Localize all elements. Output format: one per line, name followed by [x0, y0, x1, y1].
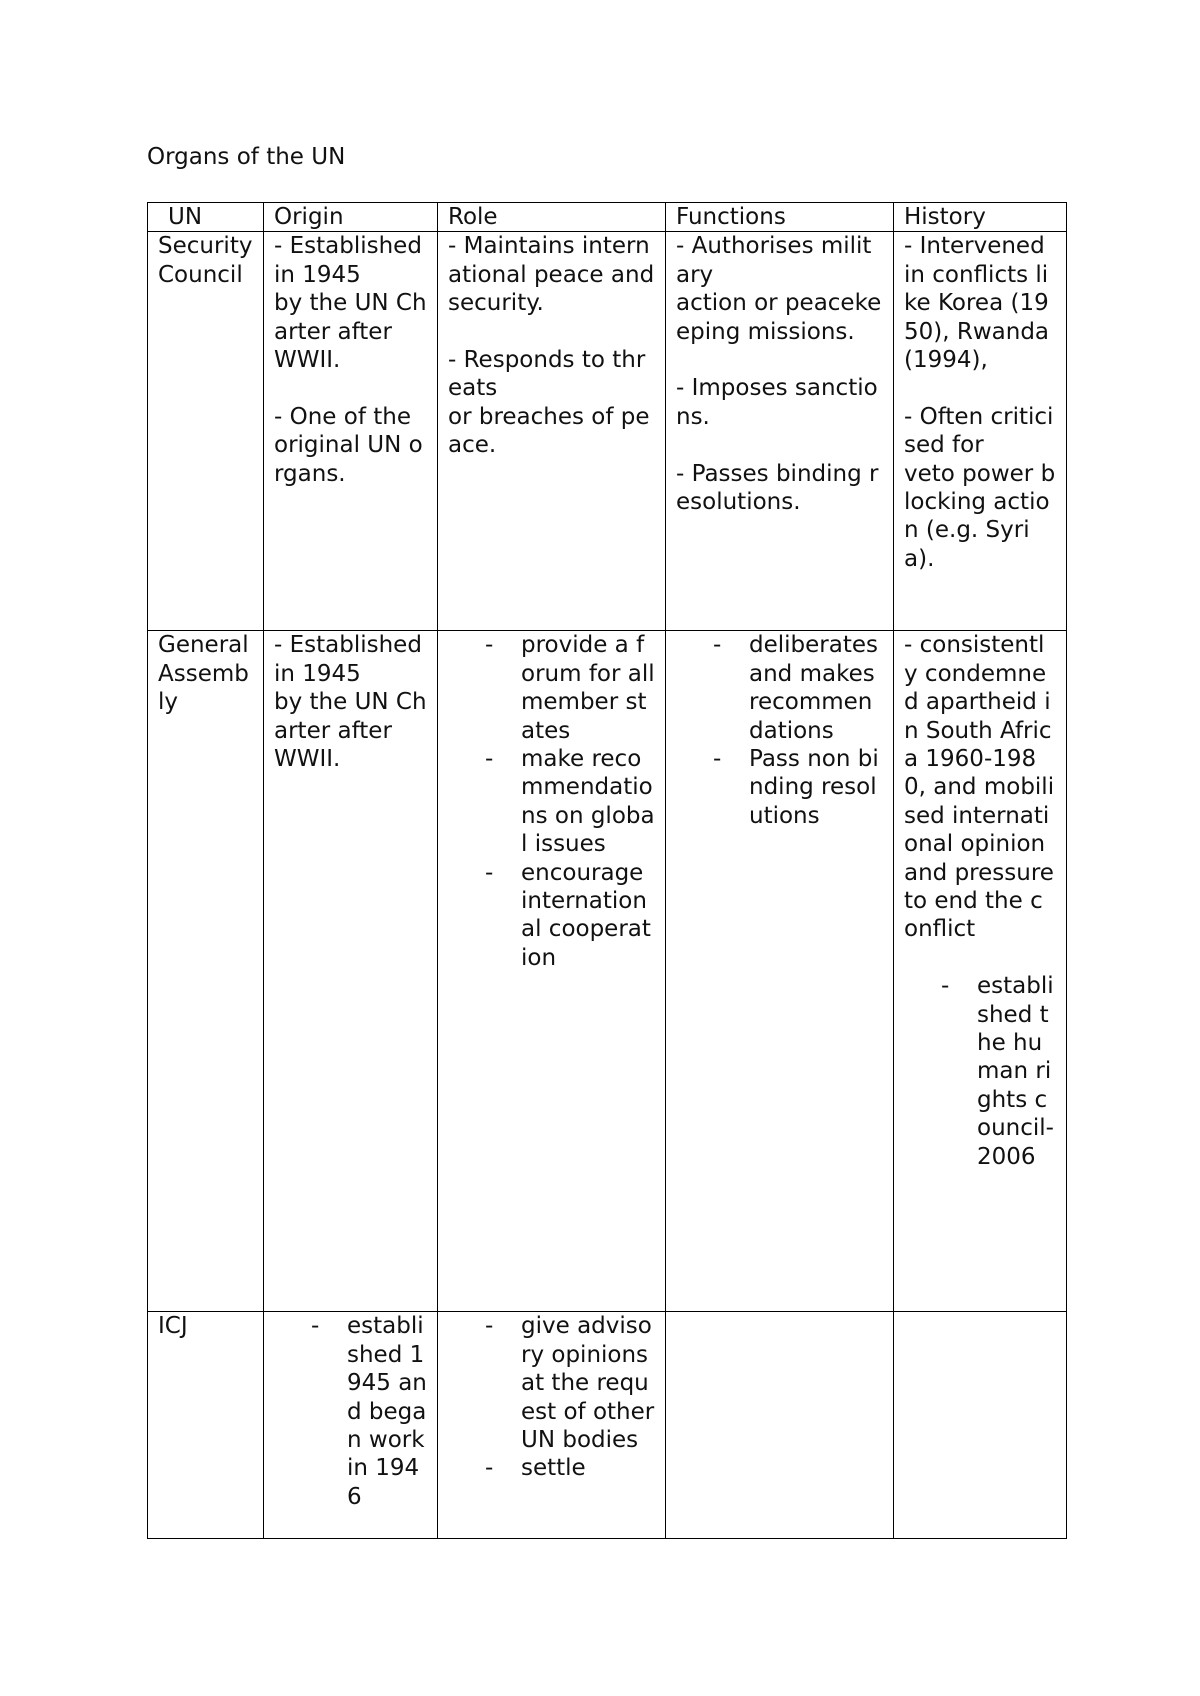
origin-list: [274, 1312, 427, 1511]
page-title: Organs of the UN: [147, 144, 346, 170]
table-row: [148, 1312, 1067, 1539]
cell-functions: [666, 631, 894, 1312]
cell-organ: General Assembly: [148, 631, 264, 1312]
list-item: - provide a forum for all member states: [485, 631, 655, 745]
role-text: - Maintains international peace and security. - Responds to threats or breaches of peace.: [448, 233, 655, 459]
spacer: [904, 944, 1056, 972]
cell-origin: [264, 1312, 438, 1539]
header-functions: Functions: [666, 203, 894, 232]
functions-text: - Authorises military action or peacekeeping missions. - Imposes sanctions. - Passes binding resolutions.: [676, 233, 882, 516]
list-item: - established the human rights council-2006: [941, 972, 1056, 1171]
list-item: - give advisory opinions at the request of other UN bodies: [485, 1312, 655, 1454]
cell-role: [438, 232, 666, 631]
header-un-label: UN: [168, 204, 203, 230]
list-item: - Pass non binding resolutions: [713, 745, 883, 830]
list-item: - established 1945 and began work in 1946: [311, 1312, 427, 1511]
history-text: - Intervened in conflicts like Korea (1950), Rwanda (1994), - Often criticised for veto power blocking action (e.g. Syria).: [904, 233, 1056, 572]
cell-history: [894, 1312, 1067, 1539]
table-header-row: [148, 203, 1067, 232]
table-row: [148, 631, 1067, 1312]
cell-role: [438, 631, 666, 1312]
header-origin: Origin: [264, 203, 438, 232]
list-item: - encourage international cooperation: [485, 859, 655, 973]
header-history: History: [894, 203, 1067, 232]
cell-origin: [264, 232, 438, 631]
header-un: [148, 203, 264, 232]
role-list: [448, 631, 655, 972]
origin-text: - Established in 1945 by the UN Charter after WWII. - One of the original UN organs.: [274, 233, 427, 487]
history-list: [904, 972, 1056, 1171]
list-item: - make recommendations on global issues: [485, 745, 655, 859]
table-row: [148, 232, 1067, 631]
un-organs-table: [147, 202, 1067, 1539]
functions-list: [676, 631, 883, 830]
cell-history: [894, 631, 1067, 1312]
cell-origin: [264, 631, 438, 1312]
list-item: - settle: [485, 1454, 655, 1482]
cell-functions: [666, 1312, 894, 1539]
header-role: Role: [438, 203, 666, 232]
cell-organ: Security Council: [148, 232, 264, 631]
cell-functions: [666, 232, 894, 631]
cell-role: [438, 1312, 666, 1539]
history-text: - consistently condemned apartheid in South Africa 1960-1980, and mobilised international opinion and pressure to end the conflict: [904, 632, 1055, 943]
role-list: [448, 1312, 655, 1482]
cell-history: [894, 232, 1067, 631]
list-item: - deliberates and makes recommendations: [713, 631, 883, 745]
origin-text: - Established in 1945 by the UN Charter after WWII.: [274, 632, 427, 773]
cell-organ: ICJ: [148, 1312, 264, 1539]
